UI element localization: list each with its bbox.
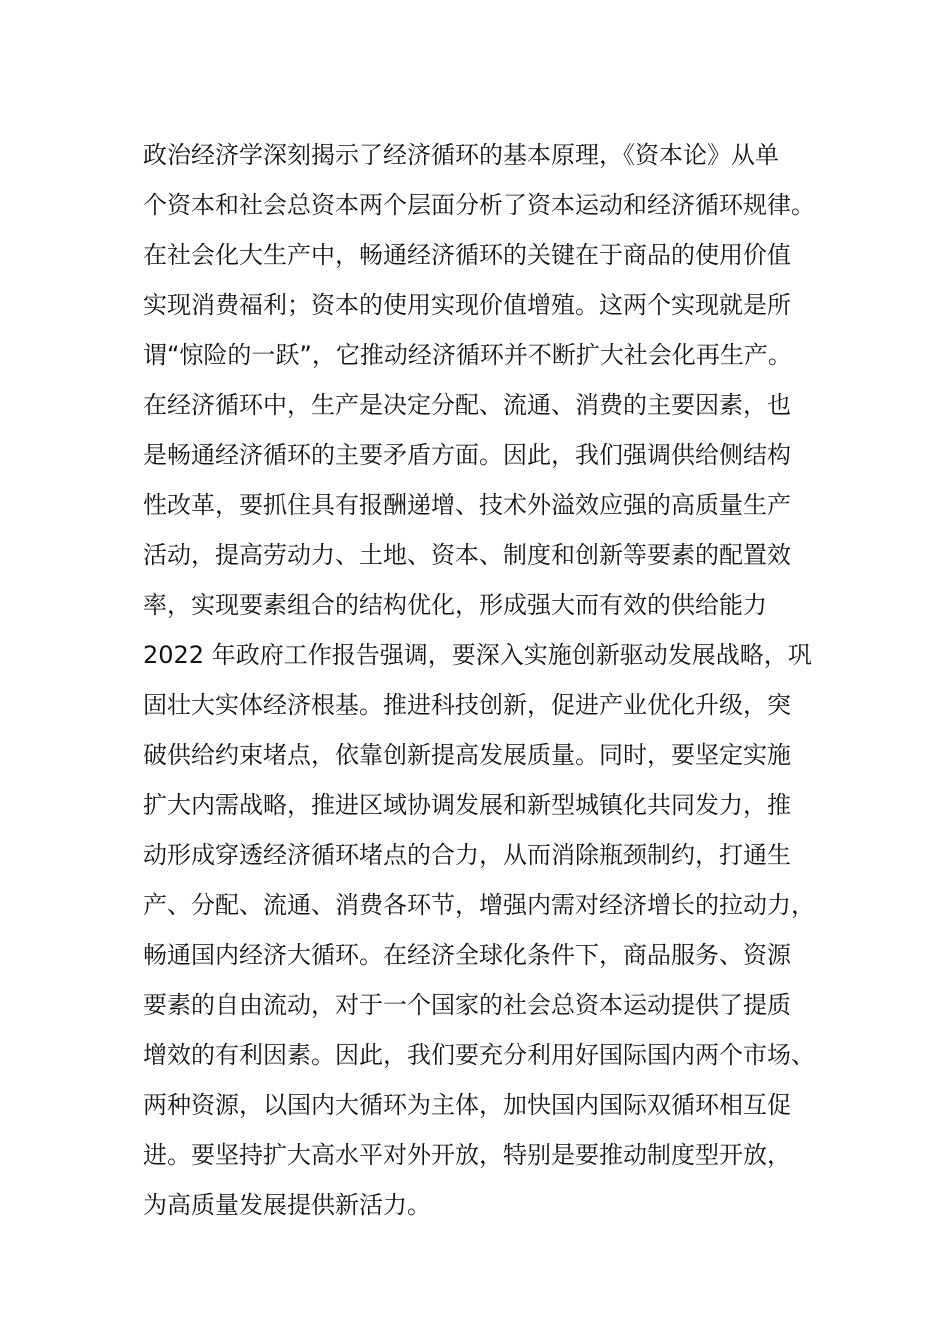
text-line: 为高质量发展提供新活力。 [143, 1191, 431, 1219]
text-line: 谓“惊险的一跃”，它推动经济循环并不断扩大社会化再生产。 [143, 341, 792, 369]
text-line: 扩大内需战略，推进区域协调发展和新型城镇化共同发力，推 [143, 791, 791, 819]
text-line: 固壮大实体经济根基。推进科技创新，促进产业优化升级，突 [143, 691, 791, 719]
text-line: 率，实现要素组合的结构优化，形成强大而有效的供给能力 [143, 591, 767, 619]
text-line: 产、分配、流通、消费各环节，增强内需对经济增长的拉动力， [143, 891, 815, 919]
body-paragraph [143, 130, 843, 1230]
text-line: 要素的自由流动，对于一个国家的社会总资本运动提供了提质 [143, 991, 791, 1019]
text-line: 在社会化大生产中，畅通经济循环的关键在于商品的使用价值 [143, 241, 791, 269]
text-line: 增效的有利因素。因此，我们要充分利用好国际国内两个市场、 [143, 1041, 815, 1069]
text-line: 破供给约束堵点，依靠创新提高发展质量。同时，要坚定实施 [143, 741, 791, 769]
text-line: 活动，提高劳动力、土地、资本、制度和创新等要素的配置效 [143, 541, 791, 569]
text-line: 实现消费福利；资本的使用实现价值增殖。这两个实现就是所 [143, 291, 791, 319]
text-line: 畅通国内经济大循环。在经济全球化条件下，商品服务、资源 [143, 941, 791, 969]
text-line: 两种资源，以国内大循环为主体，加快国内国际双循环相互促 [143, 1091, 791, 1119]
text-line: 是畅通经济循环的主要矛盾方面。因此，我们强调供给侧结构 [143, 441, 791, 469]
text-line: 政治经济学深刻揭示了经济循环的基本原理，《资本论》从单 [143, 141, 779, 169]
text-line: 2022 年政府工作报告强调，要深入实施创新驱动发展战略，巩 [143, 641, 812, 669]
text-line: 性改革，要抓住具有报酬递增、技术外溢效应强的高质量生产 [143, 491, 791, 519]
text-line: 个资本和社会总资本两个层面分析了资本运动和经济循环规律。 [143, 191, 815, 219]
text-line: 进。要坚持扩大高水平对外开放，特别是要推动制度型开放， [143, 1141, 791, 1169]
text-line: 在经济循环中，生产是决定分配、流通、消费的主要因素，也 [143, 391, 791, 419]
text-line: 动形成穿透经济循环堵点的合力，从而消除瓶颈制约，打通生 [143, 841, 791, 869]
